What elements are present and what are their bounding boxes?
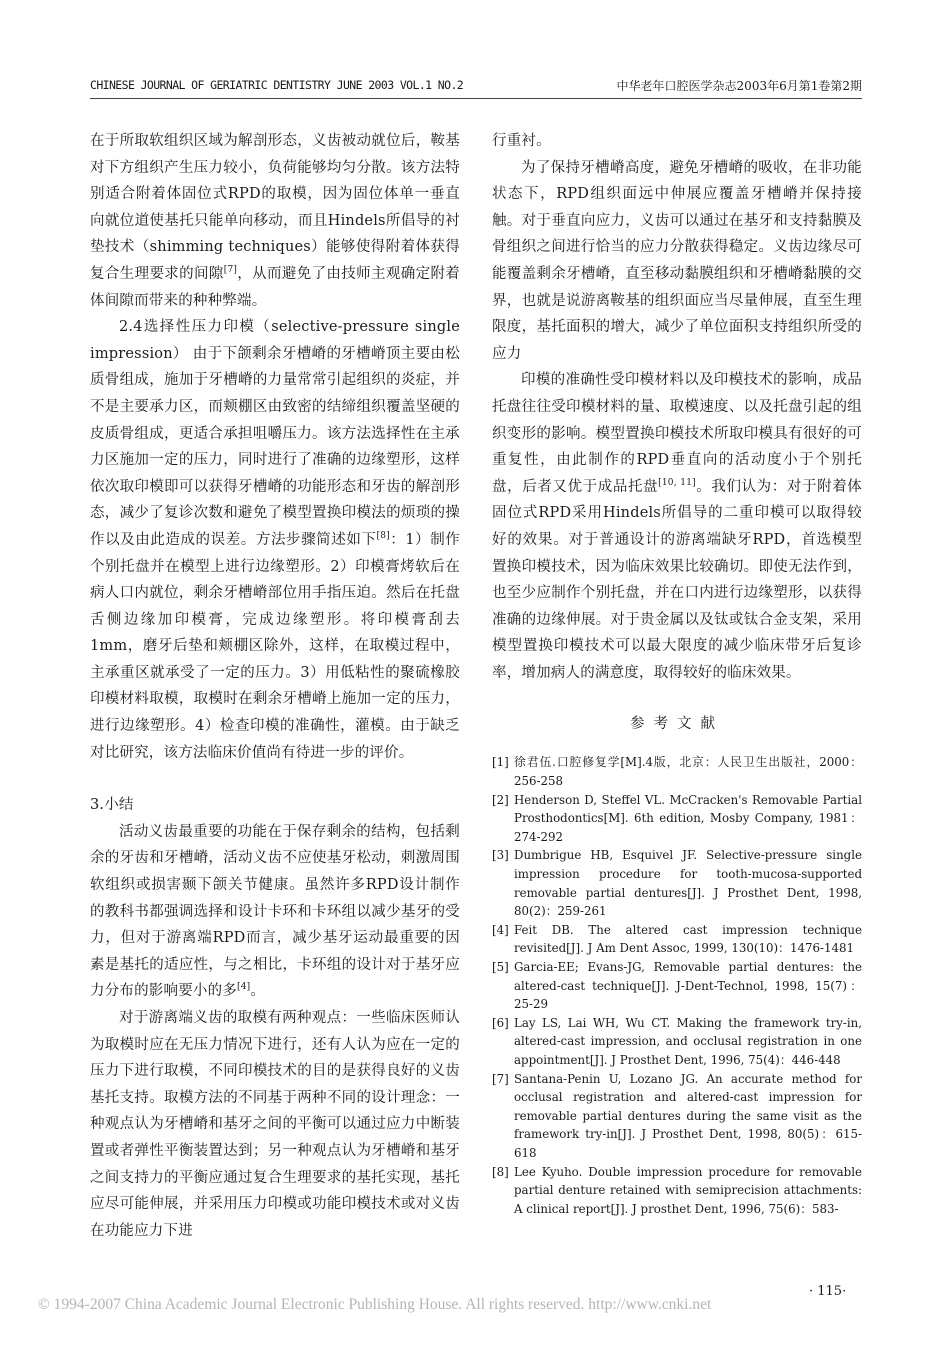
left-column	[90, 128, 460, 1244]
paragraph-text: 。	[250, 983, 266, 1000]
reference-text: Garcia-EE; Evans-JG, Removable partial dentures: the altered-cast technique[J]. J-Dent-Technol, 1998, 15(7)：25-29	[514, 960, 862, 1012]
reference-number: [6]	[492, 1015, 509, 1030]
paragraph-text: 在于所取软组织区域为解剖形态，义齿被动就位后，鞍基对下方组织产生压力较小，负荷能够均匀分散。该方法特别适合附着体固位式RPD的取模，因为固位体单一垂直向就位道使基托只能单向移动，而且Hindels所倡导的衬垫技术（shimming techniques）能够使得附着体获得复合生理要求的间隙	[90, 133, 460, 282]
reference-text: Santana-Penin U, Lozano JG. An accurate method for occlusal registration and altered-cast impression for removable partial dentures during the same visit as the framework try-in[J]. J Prosthet Dent, 1998, 80(5)：615-618	[514, 1071, 862, 1160]
paragraph-text: 活动义齿最重要的功能在于保存剩余的结构，包括剩余的牙齿和牙槽嵴，活动义齿不应使基牙松动，刺激周围软组织或损害颞下颌关节健康。虽然许多RPD设计制作的教科书都强调选择和设计卡环和卡环组以减少基牙的受力，但对于游离端RPD而言，减少基牙运动最重要的因素是基托的适应性，与之相比，卡环组的设计对于基牙应力分布的影响要小的多	[90, 823, 460, 1000]
running-header	[90, 76, 862, 99]
reference-item	[492, 846, 862, 920]
reference-text: Lay LS, Lai WH, Wu CT. Making the framework try-in, altered-cast impression, and occlusal registration in one appointment[J]. J Prosthet Dent, 1996, 75(4)：446-448	[514, 1015, 862, 1067]
reference-text: Lee Kyuho. Double impression procedure for removable partial denture retained with semiprecision attachments: A clinical report[J]. J prosthet Dent, 1996, 75(6)：583-	[514, 1164, 862, 1216]
reference-number: [3]	[492, 848, 509, 863]
reference-item	[492, 1070, 862, 1163]
reference-item	[492, 921, 862, 958]
reference-list	[492, 753, 862, 1218]
paragraph-ridge-height: 为了保持牙槽嵴高度，避免牙槽嵴的吸收，在非功能状态下，RPD组织面远中伸展应覆盖牙槽嵴并保持接触。对于垂直向应力，义齿可以通过在基牙和支持黏膜及骨组织之间进行恰当的应力分散获得稳定。义齿边缘尽可能覆盖剩余牙槽嵴，直至移动黏膜组织和牙槽嵴黏膜的交界，也就是说游离鞍基的组织面应当尽量伸展，直至生理限度，基托面积的增大，减少了单位面积支持组织所受的应力	[492, 159, 862, 362]
paragraph-summary	[90, 819, 460, 1005]
reference-item	[492, 753, 862, 790]
reference-number: [7]	[492, 1071, 509, 1086]
reference-text: 徐君伍.口腔修复学[M].4版，北京：人民卫生出版社，2000：256-258	[514, 755, 862, 789]
paragraph-text: ：1）制作个别托盘并在模型上进行边缘塑形。2）印模膏烤软后在病人口内就位，剩余牙槽嵴部位用手指压迫。然后在托盘舌侧边缘加印模膏，完成边缘塑形。将印模膏刮去1mm，磨牙后垫和颊棚区除外，这样，在取模过程中，主承重区就承受了一定的压力。3）用低粘性的聚硫橡胶印模材料取模，取模时在剩余牙槽嵴上施加一定的压力，进行边缘塑形。4）检查印模的准确性，灌模。由于缺乏对比研究，该方法临床价值尚有待进一步的评价。	[90, 531, 460, 761]
paragraph-text: 印模的准确性受印模材料以及印模技术的影响，成品托盘往往受印模材料的量、取模速度、以及托盘引起的组织变形的影响。模型置换印模技术所取印模具有很好的可重复性，由此制作的RPD垂直向的活动度小于个别托盘，后者又优于成品托盘	[492, 372, 862, 495]
section-heading: 3.小结	[90, 797, 134, 814]
reference-number: [5]	[492, 960, 509, 974]
journal-title-english: CHINESE JOURNAL OF GERIATRIC DENTISTRY JUNE 2003 VOL.1 NO.2	[90, 78, 464, 92]
paragraph-text: 2.4选择性压力印模（selective-pressure single impression） 由于下颌剩余牙槽嵴的牙槽嵴顶主要由松质骨组成，施加于牙槽嵴的力量常常引起组织的炎症，并不是主要承力区，而颊棚区由致密的结缔组织覆盖坚硬的皮质骨组成，更适合承担咀嚼压力。该方法选择性在主承力区施加一定的压力，同时进行了准确的边缘塑形，这样依次取印模即可以获得牙槽嵴的功能形态和牙齿的解剖形态，减少了复诊次数和避免了模型置换印模法的烦琐的操作以及由此造成的误差。方法步骤简述如下	[90, 319, 460, 548]
citation-mark: [8]	[376, 530, 390, 541]
right-column	[492, 128, 862, 1218]
reference-number: [4]	[492, 922, 509, 937]
paragraph-impression-accuracy	[492, 367, 862, 686]
journal-title-chinese: 中华老年口腔医学杂志2003年6月第1卷第2期	[616, 79, 862, 93]
reference-item	[492, 1014, 862, 1070]
paragraph-continued	[90, 128, 460, 314]
reference-text: Dumbrigue HB, Esquivel JF. Selective-pressure single impression procedure for tooth-mucosa-supported removable partial dentures[J]. J Prosthet Dent, 1998, 80(2)：259-261	[514, 848, 862, 919]
citation-mark: [7]	[223, 264, 238, 275]
references-heading: 参考文献	[630, 716, 724, 733]
reference-number: [8]	[492, 1164, 509, 1179]
reference-item	[492, 958, 862, 1014]
paragraph-text: 。我们认为：对于附着体固位式RPD采用Hindels所倡导的二重印模可以取得较好的效果。对于普通设计的游离端缺牙RPD，首选模型置换印模技术，因为临床效果比较确切。即使无法作到，也至少应制作个别托盘，并在口内进行边缘塑形，以获得准确的边缘伸展。对于贵金属以及钛或钛合金支架，采用模型置换印模技术可以最大限度的减少临床带牙后复诊率，增加病人的满意度，取得较好的临床效果。	[492, 478, 862, 681]
reference-number: [1]	[492, 755, 509, 770]
reference-number: [2]	[492, 792, 509, 807]
copyright-watermark: © 1994-2007 China Academic Journal Electronic Publishing House. All rights reserved. http://www.cnki.net	[38, 1296, 712, 1313]
reference-item	[492, 1163, 862, 1219]
reference-item	[492, 791, 862, 847]
paragraph-continued: 行重衬。	[492, 133, 551, 149]
reference-text: Feit DB. The altered cast impression technique revisited[J]. J Am Dent Assoc, 1999, 130(10)：1476-1481	[514, 922, 862, 956]
citation-mark: [10, 11]	[658, 477, 696, 488]
paragraph-selective-pressure	[90, 314, 460, 766]
reference-text: Henderson D, Steffel VL. McCracken's Removable Partial Prosthodontics[M]. 6th edition, Mosby Company, 1981：274-292	[514, 792, 862, 844]
paragraph-impression-views: 对于游离端义齿的取模有两种观点：一些临床医师认为取模时应在无压力情况下进行，还有人认为应在一定的压力下进行取模，不同印模技术的目的是获得良好的义齿基托支持。取模方法的不同基于两种不同的设计理念：一种观点认为牙槽嵴和基牙之间的平衡可以通过应力中断装置或者弹性平衡装置达到；另一种观点认为牙槽嵴和基牙之间支持力的平衡应通过复合生理要求的基托实现，基托应尽可能伸展，并采用压力印模或功能印模技术或对义齿在功能应力下进	[90, 1010, 460, 1239]
paragraph-text: ，从而避免了由技师主观确定附着体间隙而带来的种种弊端。	[90, 265, 461, 309]
spacer	[90, 766, 460, 792]
citation-mark: [4]	[237, 982, 251, 993]
page-number: · 115·	[809, 1284, 847, 1299]
